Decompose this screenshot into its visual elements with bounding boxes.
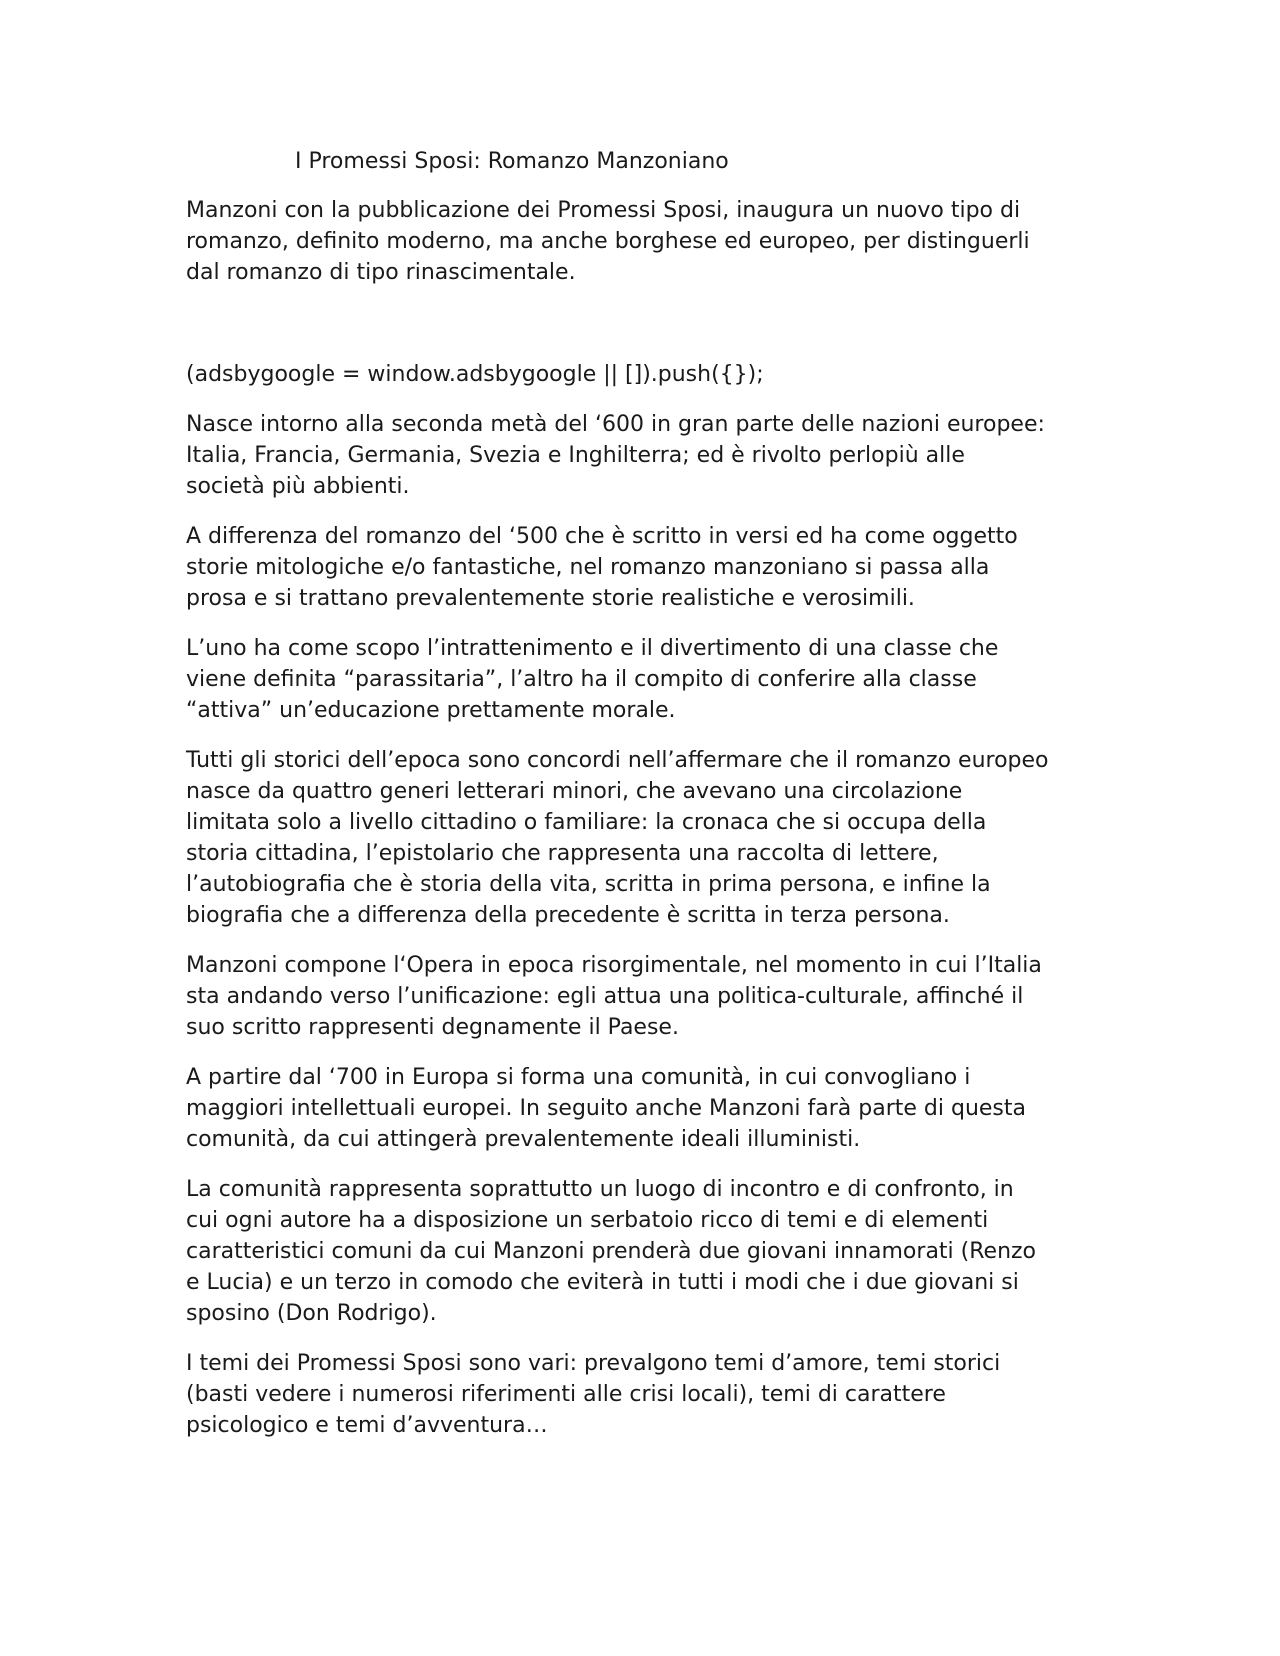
paragraph-2: A differenza del romanzo del ‘500 che è scritto in versi ed ha come oggetto storie mitologiche e/o fantastiche, nel romanzo manzoniano si passa alla prosa e si trattano prevalentemente storie realistiche e verosimili.	[186, 524, 1018, 611]
paragraph-6: A partire dal ‘700 in Europa si forma una comunità, in cui convogliano i maggiori intellettuali europei. In seguito anche Manzoni farà parte di questa comunità, da cui attingerà prevalentemente ideali illuministi.	[186, 1065, 1026, 1152]
paragraph-4: Tutti gli storici dell’epoca sono concordi nell’affermare che il romanzo europeo nasce da quattro generi letterari minori, che avevano una circolazione limitata solo a livello cittadino o familiare: la cronaca che si occupa della storia cittadina, l’epistolario che rappresenta una raccolta di lettere, l’autobiografia che è storia della vita, scritta in prima persona, e infine la biografia che a differenza della precedente è scritta in terza persona.	[186, 748, 1049, 928]
document-title: I Promessi Sposi: Romanzo Manzoniano	[295, 149, 729, 174]
paragraph-8: I temi dei Promessi Sposi sono vari: prevalgono temi d’amore, temi storici (basti vedere i numerosi riferimenti alle crisi locali), temi di carattere psicologico e temi d’avventura…	[186, 1351, 1001, 1438]
paragraph-1: Nasce intorno alla seconda metà del ‘600 in gran parte delle nazioni europee: Italia, Francia, Germania, Svezia e Inghilterra; ed è rivolto perlopiù alle società più abbienti.	[186, 412, 1045, 499]
intro-paragraph: Manzoni con la pubblicazione dei Promessi Sposi, inaugura un nuovo tipo di romanzo, definito moderno, ma anche borghese ed europeo, per distinguerli dal romanzo di tipo rinascimentale.	[186, 198, 1030, 285]
ad-script-text: (adsbygoogle = window.adsbygoogle || []).push({});	[186, 362, 764, 387]
paragraph-5: Manzoni compone l‘Opera in epoca risorgimentale, nel momento in cui l’Italia sta andando verso l’unificazione: egli attua una politica-culturale, affinché il suo scritto rappresenti degnamente il Paese.	[186, 953, 1042, 1040]
document-body	[186, 146, 1096, 1460]
paragraph-3: L’uno ha come scopo l’intrattenimento e il divertimento di una classe che viene definita “parassitaria”, l’altro ha il compito di conferire alla classe “attiva” un’educazione prettamente morale.	[186, 636, 999, 723]
paragraph-7: La comunità rappresenta soprattutto un luogo di incontro e di confronto, in cui ogni autore ha a disposizione un serbatoio ricco di temi e di elementi caratteristici comuni da cui Manzoni prenderà due giovani innamorati (Renzo e Lucia) e un terzo in comodo che eviterà in tutti i modi che i due giovani si sposino (Don Rodrigo).	[186, 1177, 1037, 1326]
